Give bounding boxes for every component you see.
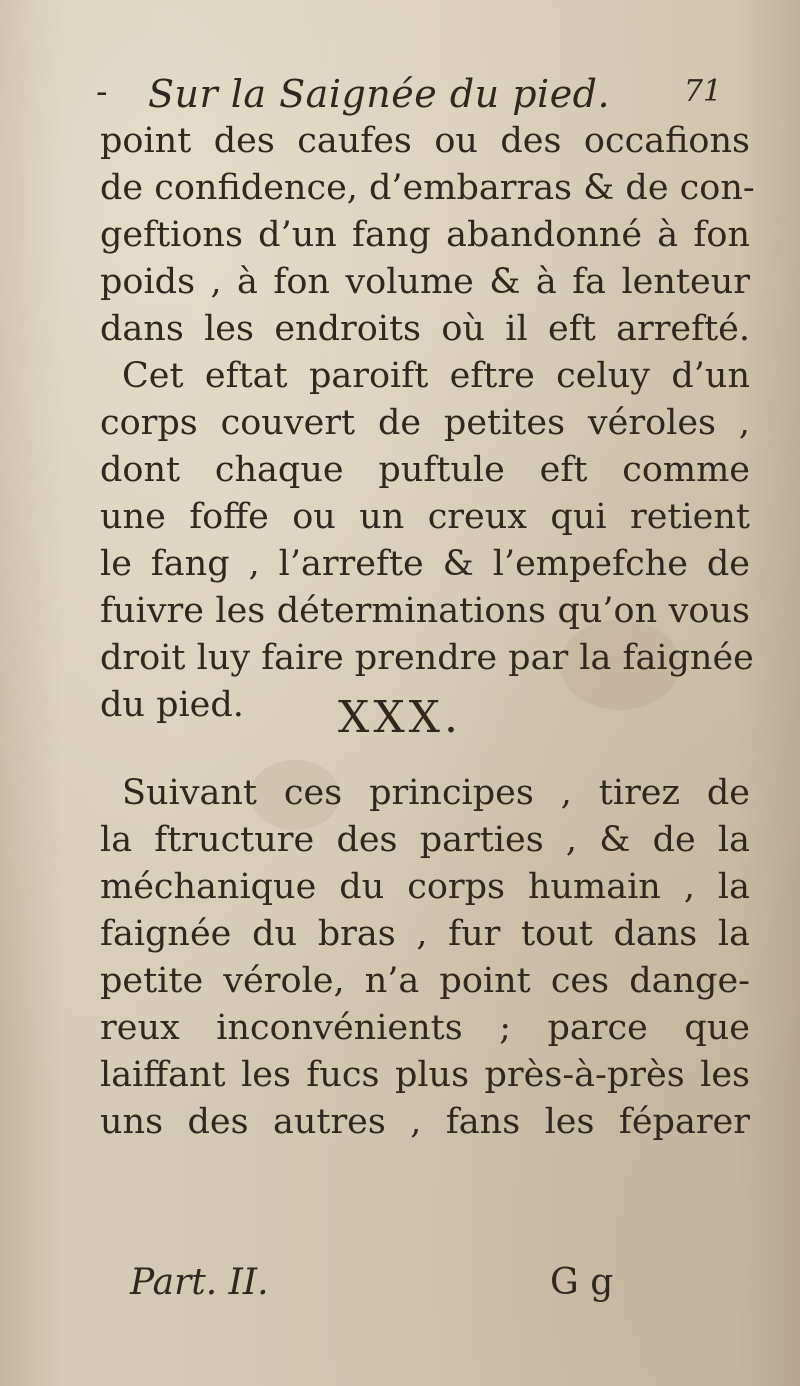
text-line: méchanique du corps humain , la — [100, 867, 750, 907]
text-line: poids , à fon volume & à fa lenteur — [100, 262, 750, 302]
text-line: de confidence, d’embarras & de con- — [100, 168, 755, 208]
text-line: point des caufes ou des occafions — [100, 121, 750, 161]
text-line: le fang , l’arrefte & l’empefche de — [100, 544, 750, 584]
text-line: reux inconvénients ; parce que — [100, 1008, 750, 1048]
header-dash: - — [96, 72, 108, 112]
text-line: petite vérole, n’a point ces dange- — [100, 961, 750, 1001]
text-line: uns des autres , fans les féparer — [100, 1102, 750, 1142]
signature-mark: G g — [550, 1262, 614, 1303]
text-line: corps couvert de petites véroles , — [100, 403, 750, 443]
part-label: Part. II. — [130, 1262, 269, 1303]
text-line: dans les endroits où il eft arrefté. — [100, 309, 750, 349]
text-line: droit luy faire prendre par la faignée — [100, 638, 754, 678]
text-line: laiffant les fucs plus près-à-près les — [100, 1055, 750, 1095]
text-line: fuivre les déterminations qu’on vous — [100, 591, 750, 631]
text-line: du pied. — [100, 685, 244, 725]
page-number: 71 — [683, 74, 722, 109]
signature-line — [130, 1262, 690, 1312]
text-line: Cet eftat paroift eftre celuy d’un — [122, 356, 750, 396]
text-line: dont chaque puftule eft comme — [100, 450, 750, 490]
paragraph-2 — [100, 770, 750, 1146]
text-line: faignée du bras , fur tout dans la — [100, 914, 750, 954]
text-line: geftions d’un fang abandonné à fon — [100, 215, 750, 255]
text-line: la ftructure des parties , & de la — [100, 820, 750, 860]
text-line: une foffe ou un creux qui retient — [100, 497, 750, 537]
section-number: XXX. — [338, 692, 462, 743]
running-head: Sur la Saignée du pied. — [148, 72, 611, 116]
paragraph-1 — [100, 118, 755, 729]
text-line: Suivant ces principes , tirez de — [122, 773, 750, 813]
